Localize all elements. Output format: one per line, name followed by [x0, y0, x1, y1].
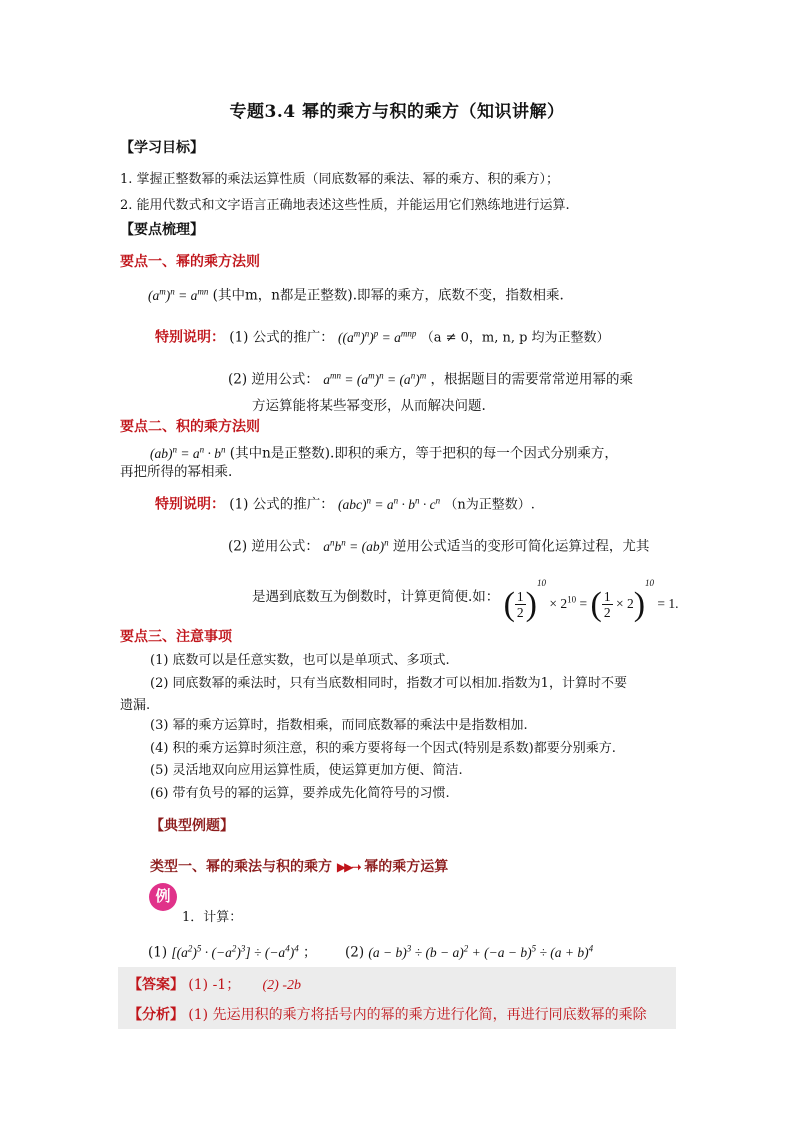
reciprocal-example: ( $\frac{1}{2}$ )$^{10} \times 2^{10}$ = ( $\frac{1}{2}$ × 2)$^{10}$ = 1.	[503, 578, 679, 623]
problem1-expression: $[(a^2)^5 \cdot (-a^2)^3] \div (-a^4)^4$	[171, 943, 299, 960]
point2-note2-cont-row	[252, 574, 679, 623]
product-rule-inverse: $a^nb^n = (ab)^n$	[323, 537, 389, 554]
point1-heading: 要点一、幂的乘方法则	[120, 254, 260, 270]
type1-heading: 类型一、幂的乘法与积的乘方	[150, 859, 332, 875]
arrow-icon: ▶▶➝	[336, 860, 360, 874]
point1-note2-text: ，根据题目的需要常常逆用幂的乘	[430, 371, 633, 388]
goal-item-1: 1. 掌握正整数幂的乘法运算性质（同底数幂的乘法、幂的乘方、积的乘方）；	[120, 172, 560, 187]
analysis-label: 【分析】	[128, 1007, 184, 1023]
answer-label: 【答案】	[128, 977, 184, 993]
example-number: 1．计算：	[182, 910, 243, 925]
examples-heading: 【典型例题】	[150, 818, 234, 834]
point1-note1	[155, 324, 610, 348]
point1-note2-label: (2) 逆用公式：	[228, 371, 319, 388]
note-item-4: (4) 积的乘方运算时须注意，积的乘方要将每一个因式(特别是系数)都要分别乘方.	[150, 741, 616, 756]
point2-rule	[150, 440, 618, 463]
power-rule-inverse: $a^{mn} = (a^m)^n = (a^n)^m$	[323, 370, 427, 387]
note-item-2-cont: 遗漏.	[120, 698, 151, 713]
point1-note1-text: (1) 公式的推广：	[229, 329, 334, 346]
note-item-1: (1) 底数可以是任意实数，也可以是单项式、多项式.	[150, 653, 450, 668]
point2-note2-text: 逆用公式适当的变形可简化运算过程，尤其	[392, 538, 650, 555]
goals-heading: 【学习目标】	[120, 140, 204, 156]
goal-item-2: 2. 能用代数式和文字语言正确地表述这些性质，并能运用它们熟练地进行运算.	[120, 198, 570, 213]
power-rule-formula: $(a^m)^n = a^{mn}$	[148, 286, 209, 303]
point1-rule-text: (其中m，n都是正整数).即幂的乘方，底数不变，指数相乘.	[212, 287, 564, 304]
point2-note2-label: (2) 逆用公式：	[228, 538, 319, 555]
answer-part-1: (1) -1；	[188, 977, 241, 993]
point1-note1-cond: （a ≠ 0，m, n, p 均为正整数）	[420, 330, 610, 346]
point2-note-label: 特别说明：	[155, 496, 225, 513]
example-problem-2	[345, 939, 593, 962]
product-rule-generalized: $(abc)^n = a^n \cdot b^n \cdot c^n$	[338, 495, 441, 512]
example-problem-1: (1) $[(a^2)^5 \cdot (-a^2)^3] \div (-a^4)^4$ ；	[148, 943, 317, 961]
point2-note1-text: (1) 公式的推广：	[229, 496, 334, 513]
analysis-text: (1) 先运用积的乘方将括号内的幂的乘方进行化简，再进行同底数幂的乘除	[188, 1007, 647, 1023]
problem2-label: (2)	[345, 944, 365, 961]
point1-note-label: 特别说明：	[155, 329, 225, 346]
page-title: 专题3.4 幂的乘方与积的乘方（知识讲解）	[229, 102, 565, 122]
point2-rule-text: (其中n是正整数).即积的乘方，等于把积的每一个因式分别乘方，	[229, 445, 618, 462]
power-rule-generalized: $((a^m)^n)^p = a^{mnp}$	[338, 328, 417, 345]
problem1-label: (1)	[148, 944, 168, 961]
type1-heading-row	[150, 856, 448, 876]
problem2-expression: $(a - b)^3 \div (b - a)^2 + (-a - b)^5 \div (a + b)^4$	[368, 943, 594, 960]
product-rule-formula: $(ab)^n = a^n \cdot b^n$	[150, 444, 226, 461]
analysis-row	[128, 1006, 647, 1024]
note-item-3: (3) 幂的乘方运算时，指数相乘，而同底数幂的乘法中是指数相加.	[150, 718, 528, 733]
answer-row	[128, 976, 301, 995]
point2-note2-cont: 是遇到底数互为倒数时，计算更简便.如：	[252, 589, 500, 606]
point2-note1	[155, 491, 535, 515]
point1-rule	[148, 282, 564, 305]
note-item-5: (5) 灵活地双向应用运算性质，使运算更加方便、简洁.	[150, 763, 463, 778]
points-heading: 【要点梳理】	[120, 222, 204, 238]
note-item-6: (6) 带有负号的幂的运算，要养成先化简符号的习惯.	[150, 786, 450, 801]
point1-note2-cont: 方运算能将某些幂变形，从而解决问题.	[252, 398, 486, 414]
example-badge-icon: 例	[149, 883, 177, 911]
point2-note1-cond: （n为正整数）.	[444, 497, 535, 513]
point2-rule-cont: 再把所得的幂相乘.	[120, 464, 233, 480]
point2-heading: 要点二、积的乘方法则	[120, 419, 260, 435]
point3-heading: 要点三、注意事项	[120, 629, 232, 645]
point2-note2	[228, 533, 649, 556]
note-item-2: (2) 同底数幂的乘法时，只有当底数相同时，指数才可以相加.指数为1，计算时不要	[150, 676, 627, 691]
answer-part-2: (2) -2b	[262, 978, 302, 993]
point1-note2	[228, 366, 633, 389]
type1-sub: 幂的乘方运算	[364, 859, 449, 875]
